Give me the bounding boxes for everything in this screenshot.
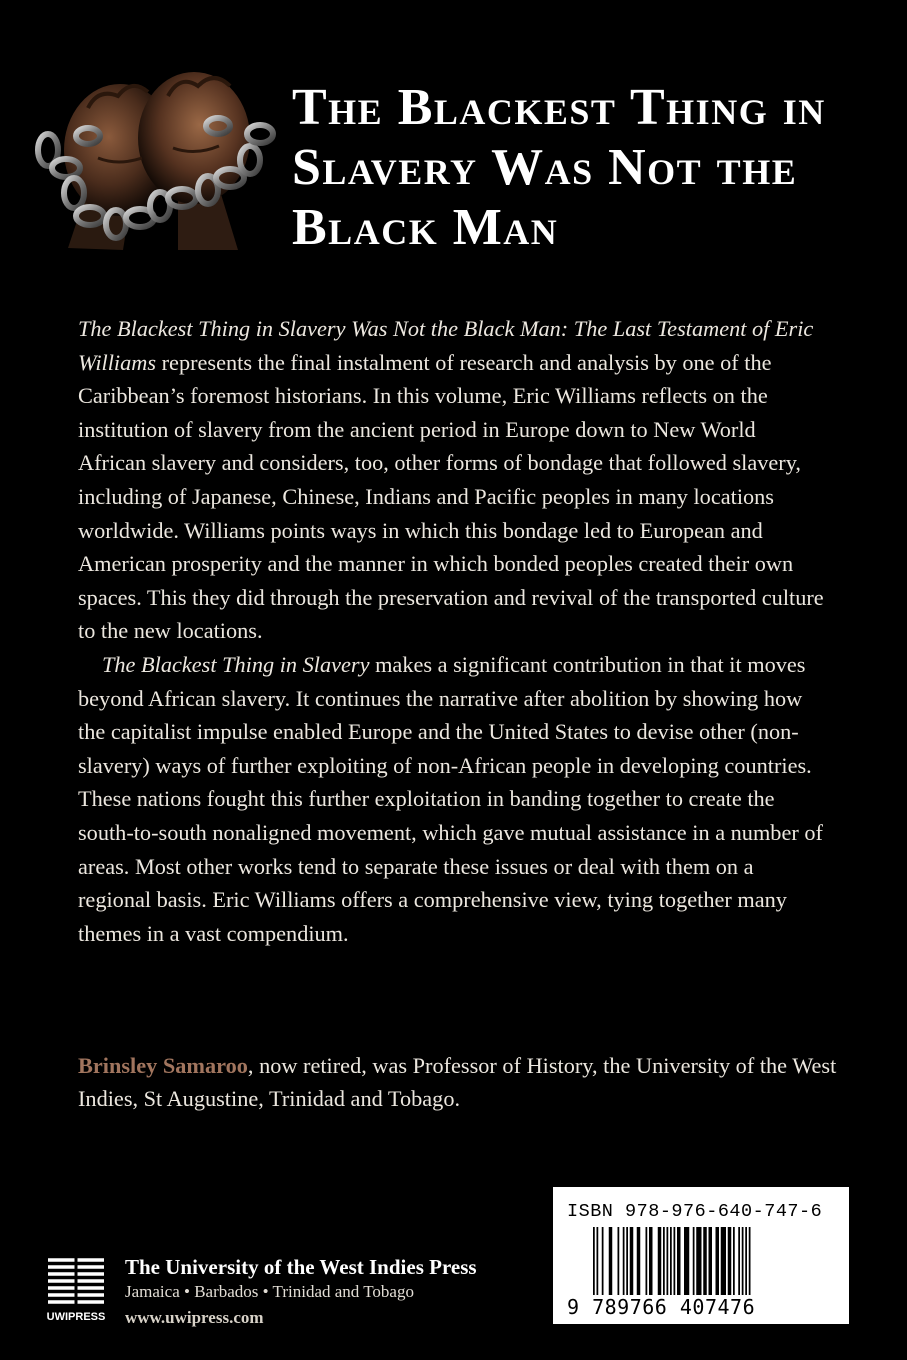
barcode-bar bbox=[630, 1227, 634, 1295]
barcode-bar bbox=[696, 1227, 701, 1295]
author-bio-text: , now retired, was Professor of History, the University of the West Indies, St Augustine, Trinidad and Tobago. bbox=[78, 1053, 837, 1111]
barcode-bar bbox=[658, 1227, 662, 1295]
barcode-bar bbox=[684, 1227, 689, 1295]
barcode-bar bbox=[602, 1227, 604, 1295]
publisher-url[interactable]: www.uwipress.com bbox=[125, 1308, 264, 1327]
barcode-bar bbox=[742, 1227, 744, 1295]
barcode-bar bbox=[609, 1227, 613, 1295]
barcode-bar bbox=[637, 1227, 641, 1295]
author-bio bbox=[78, 1049, 838, 1115]
barcode-bar bbox=[749, 1227, 751, 1295]
barcode-bar bbox=[670, 1227, 672, 1295]
barcode-bar bbox=[663, 1227, 665, 1295]
barcode-bar bbox=[677, 1227, 681, 1295]
chained-fists-photo bbox=[28, 38, 276, 250]
barcode-bar bbox=[733, 1227, 735, 1295]
short-title-italic: The Blackest Thing in Slavery bbox=[102, 651, 370, 677]
blurb-text-2: makes a significant contribution in that it moves beyond African slavery. It continues the narrative after abolition by showing how the capitalist impulse enabled Europe and the United States to devise other (non-slavery) ways of further exploiting of non-African people in developing countries. These nations fought this further exploitation in banding together to create the south-to-south nonaligned movement, which gave mutual assistance in a number of areas. Most other works tend to separate these issues or deal with them on a regional basis. Eric Williams offers a comprehensive view, tying together many themes in a vast compendium. bbox=[78, 651, 823, 946]
barcode-digits: 9 789766 407476 bbox=[567, 1295, 756, 1319]
publisher-name: The University of the West Indies Press bbox=[125, 1255, 477, 1279]
barcode-bars bbox=[553, 1227, 849, 1295]
barcode-bar bbox=[626, 1227, 628, 1295]
barcode-bar bbox=[618, 1227, 620, 1295]
title-line-3: Black Man bbox=[292, 199, 559, 256]
title-line-1: The Blackest Thing in bbox=[292, 79, 826, 136]
barcode-bar bbox=[716, 1227, 720, 1295]
barcode-bar bbox=[721, 1227, 726, 1295]
logo-text: UWIPRESS bbox=[46, 1311, 106, 1323]
barcode-bar bbox=[728, 1227, 732, 1295]
barcode-bar bbox=[649, 1227, 653, 1295]
publisher-places: Jamaica • Barbados • Trinidad and Tobago bbox=[125, 1282, 414, 1301]
blurb-paragraph-1 bbox=[78, 312, 828, 648]
barcode-bar bbox=[693, 1227, 695, 1295]
barcode-bar bbox=[667, 1227, 669, 1295]
title-line-2: Slavery Was Not the bbox=[292, 139, 798, 196]
blurb-paragraph-2 bbox=[78, 648, 828, 950]
barcode-bar bbox=[597, 1227, 599, 1295]
blurb bbox=[78, 312, 828, 950]
barcode-bar bbox=[623, 1227, 625, 1295]
book-title-italic: The Blackest Thing in Slavery Was Not the Black Man: The Last Testament of Eric Williams bbox=[78, 316, 814, 375]
barcode-bar bbox=[674, 1227, 676, 1295]
isbn-label: ISBN 978-976-640-747-6 bbox=[567, 1201, 823, 1222]
barcode-bar bbox=[709, 1227, 713, 1295]
barcode-bar bbox=[703, 1227, 707, 1295]
uwi-press-logo bbox=[42, 1254, 110, 1324]
barcode-bar bbox=[738, 1227, 740, 1295]
author-name: Brinsley Samaroo bbox=[78, 1053, 248, 1078]
isbn-barcode bbox=[553, 1187, 849, 1324]
cover-title bbox=[292, 78, 882, 258]
barcode-bar bbox=[593, 1227, 595, 1295]
barcode-bar bbox=[646, 1227, 648, 1295]
barcode-bar bbox=[745, 1227, 747, 1295]
publisher-info bbox=[125, 1253, 477, 1333]
blurb-text-1: represents the final instalment of research and analysis by one of the Caribbean’s foremost historians. In this volume, Eric Williams reflects on the institution of slavery from the ancient period in Europe down to New World African slavery and considers, too, other forms of bondage that followed slavery, including of Japanese, Chinese, Indians and Pacific peoples in many locations worldwide. Williams points ways in which this bondage led to European and American prosperity and the manner in which bonded peoples created their own spaces. This they did through the preservation and revival of the transported culture to the new locations. bbox=[78, 349, 824, 644]
